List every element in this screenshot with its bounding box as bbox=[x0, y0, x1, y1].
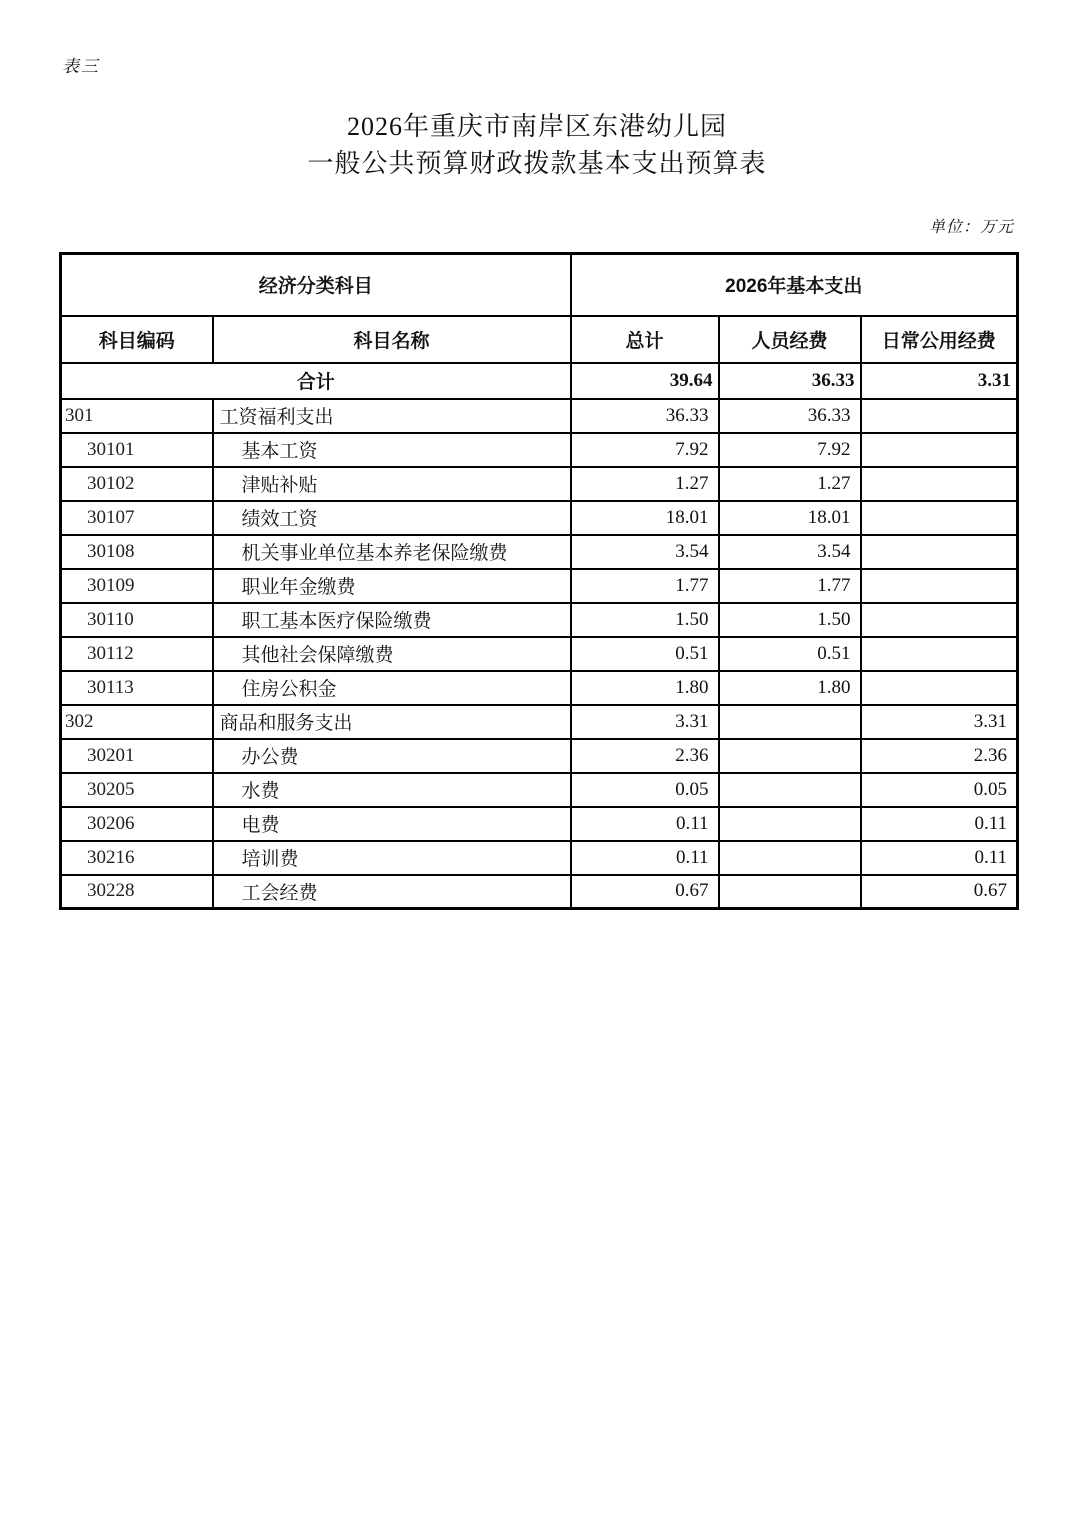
subject-name-cell: 商品和服务支出 bbox=[213, 705, 571, 739]
table-body bbox=[61, 254, 1018, 909]
subject-name-cell: 办公费 bbox=[213, 739, 571, 773]
header-basic-expenditure: 2026年基本支出 bbox=[571, 254, 1018, 316]
total-row-personnel: 36.33 bbox=[719, 363, 861, 399]
subject-name-cell: 职业年金缴费 bbox=[213, 569, 571, 603]
subject-code-cell: 30206 bbox=[61, 807, 213, 841]
table-row bbox=[61, 671, 1018, 705]
subject-name-cell: 培训费 bbox=[213, 841, 571, 875]
total-value-cell: 0.11 bbox=[571, 807, 719, 841]
daily-public-value-cell: 0.11 bbox=[861, 841, 1018, 875]
header-subject-code: 科目编码 bbox=[61, 316, 213, 363]
header-group-row bbox=[61, 254, 1018, 316]
personnel-value-cell: 7.92 bbox=[719, 433, 861, 467]
table-row bbox=[61, 603, 1018, 637]
table-row bbox=[61, 399, 1018, 433]
personnel-value-cell: 18.01 bbox=[719, 501, 861, 535]
subject-name-cell: 职工基本医疗保险缴费 bbox=[213, 603, 571, 637]
header-personnel: 人员经费 bbox=[719, 316, 861, 363]
total-value-cell: 0.05 bbox=[571, 773, 719, 807]
table-row bbox=[61, 433, 1018, 467]
personnel-value-cell bbox=[719, 739, 861, 773]
total-value-cell: 1.77 bbox=[571, 569, 719, 603]
total-row-daily: 3.31 bbox=[861, 363, 1018, 399]
daily-public-value-cell bbox=[861, 569, 1018, 603]
subject-code-cell: 30109 bbox=[61, 569, 213, 603]
total-value-cell: 18.01 bbox=[571, 501, 719, 535]
total-value-cell: 36.33 bbox=[571, 399, 719, 433]
daily-public-value-cell: 2.36 bbox=[861, 739, 1018, 773]
personnel-value-cell: 1.80 bbox=[719, 671, 861, 705]
table-row bbox=[61, 467, 1018, 501]
subject-name-cell: 工会经费 bbox=[213, 875, 571, 909]
table-row bbox=[61, 841, 1018, 875]
form-number-label: 表三 bbox=[62, 57, 100, 76]
document-title bbox=[0, 108, 1074, 182]
title-line-1: 2026年重庆市南岸区东港幼儿园 bbox=[346, 112, 727, 141]
table-row bbox=[61, 569, 1018, 603]
subject-code-cell: 30201 bbox=[61, 739, 213, 773]
table-row bbox=[61, 535, 1018, 569]
daily-public-value-cell bbox=[861, 399, 1018, 433]
subject-code-cell: 30107 bbox=[61, 501, 213, 535]
subject-name-cell: 其他社会保障缴费 bbox=[213, 637, 571, 671]
subject-name-cell: 电费 bbox=[213, 807, 571, 841]
title-line-2: 一般公共预算财政拨款基本支出预算表 bbox=[307, 149, 767, 178]
subject-code-cell: 301 bbox=[61, 399, 213, 433]
daily-public-value-cell: 0.05 bbox=[861, 773, 1018, 807]
table-row bbox=[61, 501, 1018, 535]
subject-name-cell: 工资福利支出 bbox=[213, 399, 571, 433]
subject-code-cell: 30113 bbox=[61, 671, 213, 705]
personnel-value-cell: 1.27 bbox=[719, 467, 861, 501]
subject-name-cell: 津贴补贴 bbox=[213, 467, 571, 501]
subject-code-cell: 30108 bbox=[61, 535, 213, 569]
daily-public-value-cell bbox=[861, 671, 1018, 705]
daily-public-value-cell: 3.31 bbox=[861, 705, 1018, 739]
personnel-value-cell: 0.51 bbox=[719, 637, 861, 671]
subject-code-cell: 30110 bbox=[61, 603, 213, 637]
total-value-cell: 7.92 bbox=[571, 433, 719, 467]
total-row-label: 合计 bbox=[61, 363, 571, 399]
daily-public-value-cell bbox=[861, 467, 1018, 501]
daily-public-value-cell bbox=[861, 603, 1018, 637]
personnel-value-cell bbox=[719, 773, 861, 807]
total-value-cell: 0.67 bbox=[571, 875, 719, 909]
personnel-value-cell bbox=[719, 875, 861, 909]
subject-name-cell: 住房公积金 bbox=[213, 671, 571, 705]
subject-code-cell: 30101 bbox=[61, 433, 213, 467]
table-row bbox=[61, 705, 1018, 739]
subject-code-cell: 302 bbox=[61, 705, 213, 739]
total-value-cell: 0.11 bbox=[571, 841, 719, 875]
unit-label: 单位：万元 bbox=[928, 219, 1014, 236]
budget-table bbox=[59, 252, 1019, 910]
total-row-total: 39.64 bbox=[571, 363, 719, 399]
daily-public-value-cell bbox=[861, 535, 1018, 569]
daily-public-value-cell bbox=[861, 637, 1018, 671]
personnel-value-cell: 36.33 bbox=[719, 399, 861, 433]
subject-code-cell: 30112 bbox=[61, 637, 213, 671]
subject-name-cell: 机关事业单位基本养老保险缴费 bbox=[213, 535, 571, 569]
subject-code-cell: 30216 bbox=[61, 841, 213, 875]
total-value-cell: 3.31 bbox=[571, 705, 719, 739]
table-row bbox=[61, 739, 1018, 773]
total-value-cell: 0.51 bbox=[571, 637, 719, 671]
total-row bbox=[61, 363, 1018, 399]
daily-public-value-cell bbox=[861, 433, 1018, 467]
daily-public-value-cell bbox=[861, 501, 1018, 535]
personnel-value-cell bbox=[719, 841, 861, 875]
total-value-cell: 3.54 bbox=[571, 535, 719, 569]
header-daily-public: 日常公用经费 bbox=[861, 316, 1018, 363]
subject-code-cell: 30102 bbox=[61, 467, 213, 501]
personnel-value-cell bbox=[719, 807, 861, 841]
header-columns-row bbox=[61, 316, 1018, 363]
header-economic-classification: 经济分类科目 bbox=[61, 254, 571, 316]
table-row bbox=[61, 807, 1018, 841]
personnel-value-cell bbox=[719, 705, 861, 739]
table-row bbox=[61, 773, 1018, 807]
subject-code-cell: 30228 bbox=[61, 875, 213, 909]
total-value-cell: 1.80 bbox=[571, 671, 719, 705]
subject-name-cell: 绩效工资 bbox=[213, 501, 571, 535]
personnel-value-cell: 1.77 bbox=[719, 569, 861, 603]
subject-name-cell: 水费 bbox=[213, 773, 571, 807]
subject-code-cell: 30205 bbox=[61, 773, 213, 807]
total-value-cell: 2.36 bbox=[571, 739, 719, 773]
daily-public-value-cell: 0.11 bbox=[861, 807, 1018, 841]
table-row bbox=[61, 637, 1018, 671]
personnel-value-cell: 1.50 bbox=[719, 603, 861, 637]
header-subject-name: 科目名称 bbox=[213, 316, 571, 363]
header-total: 总计 bbox=[571, 316, 719, 363]
daily-public-value-cell: 0.67 bbox=[861, 875, 1018, 909]
personnel-value-cell: 3.54 bbox=[719, 535, 861, 569]
subject-name-cell: 基本工资 bbox=[213, 433, 571, 467]
table-row bbox=[61, 875, 1018, 909]
total-value-cell: 1.27 bbox=[571, 467, 719, 501]
total-value-cell: 1.50 bbox=[571, 603, 719, 637]
